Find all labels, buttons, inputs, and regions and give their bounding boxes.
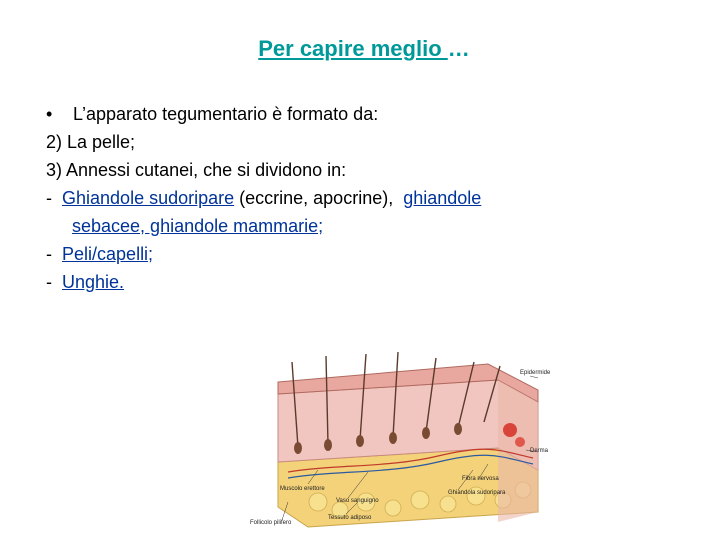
label-fibra-nervosa: Fibra nervosa [462, 476, 499, 482]
dash: - [46, 244, 52, 264]
slide-body [46, 100, 686, 296]
skin-diagram [248, 352, 562, 538]
label-muscolo-erettore: Muscolo erettore [280, 486, 325, 492]
link-peli-capelli[interactable]: Peli/capelli; [62, 244, 154, 264]
dash: - [46, 272, 52, 292]
item-nails [46, 268, 686, 296]
dash: - [46, 188, 52, 208]
label-tessuto-adiposo: Tessuto adiposo [328, 515, 372, 521]
label-ghiandola-sudoripara: Ghiandola sudoripara [448, 490, 506, 496]
link-ghiandole-part2[interactable]: sebacee, ghiandole mammarie; [72, 216, 324, 236]
label-vaso-sanguigno: Vaso sanguigno [336, 498, 379, 504]
item-glands [46, 184, 686, 212]
item-hair [46, 240, 686, 268]
intro-line [46, 100, 686, 128]
line-annessi: 3) Annessi cutanei, che si dividono in: [46, 160, 347, 180]
label-epidermide: Epidermide [520, 370, 551, 376]
bullet-icon: • [46, 104, 53, 124]
title-link[interactable]: Per capire meglio [258, 36, 448, 61]
link-unghie[interactable]: Unghie. [62, 272, 125, 292]
skin-cross-section-illustration [248, 352, 562, 538]
item-glands-cont [46, 212, 686, 240]
line-pelle: 2) La pelle; [46, 132, 136, 152]
title-ellipsis: … [447, 36, 470, 61]
link-ghiandole-sudoripare[interactable]: Ghiandole sudoripare [62, 188, 235, 208]
label-follicolo-pilifero: Follicolo pilifero [250, 520, 292, 526]
link-ghiandole-part1[interactable]: ghiandole [403, 188, 482, 208]
label-derma: Derma [530, 448, 549, 454]
glands-detail: (eccrine, apocrine), [234, 188, 394, 208]
intro-text: L’apparato tegumentario è formato da: [73, 104, 379, 124]
slide-title [0, 36, 728, 62]
